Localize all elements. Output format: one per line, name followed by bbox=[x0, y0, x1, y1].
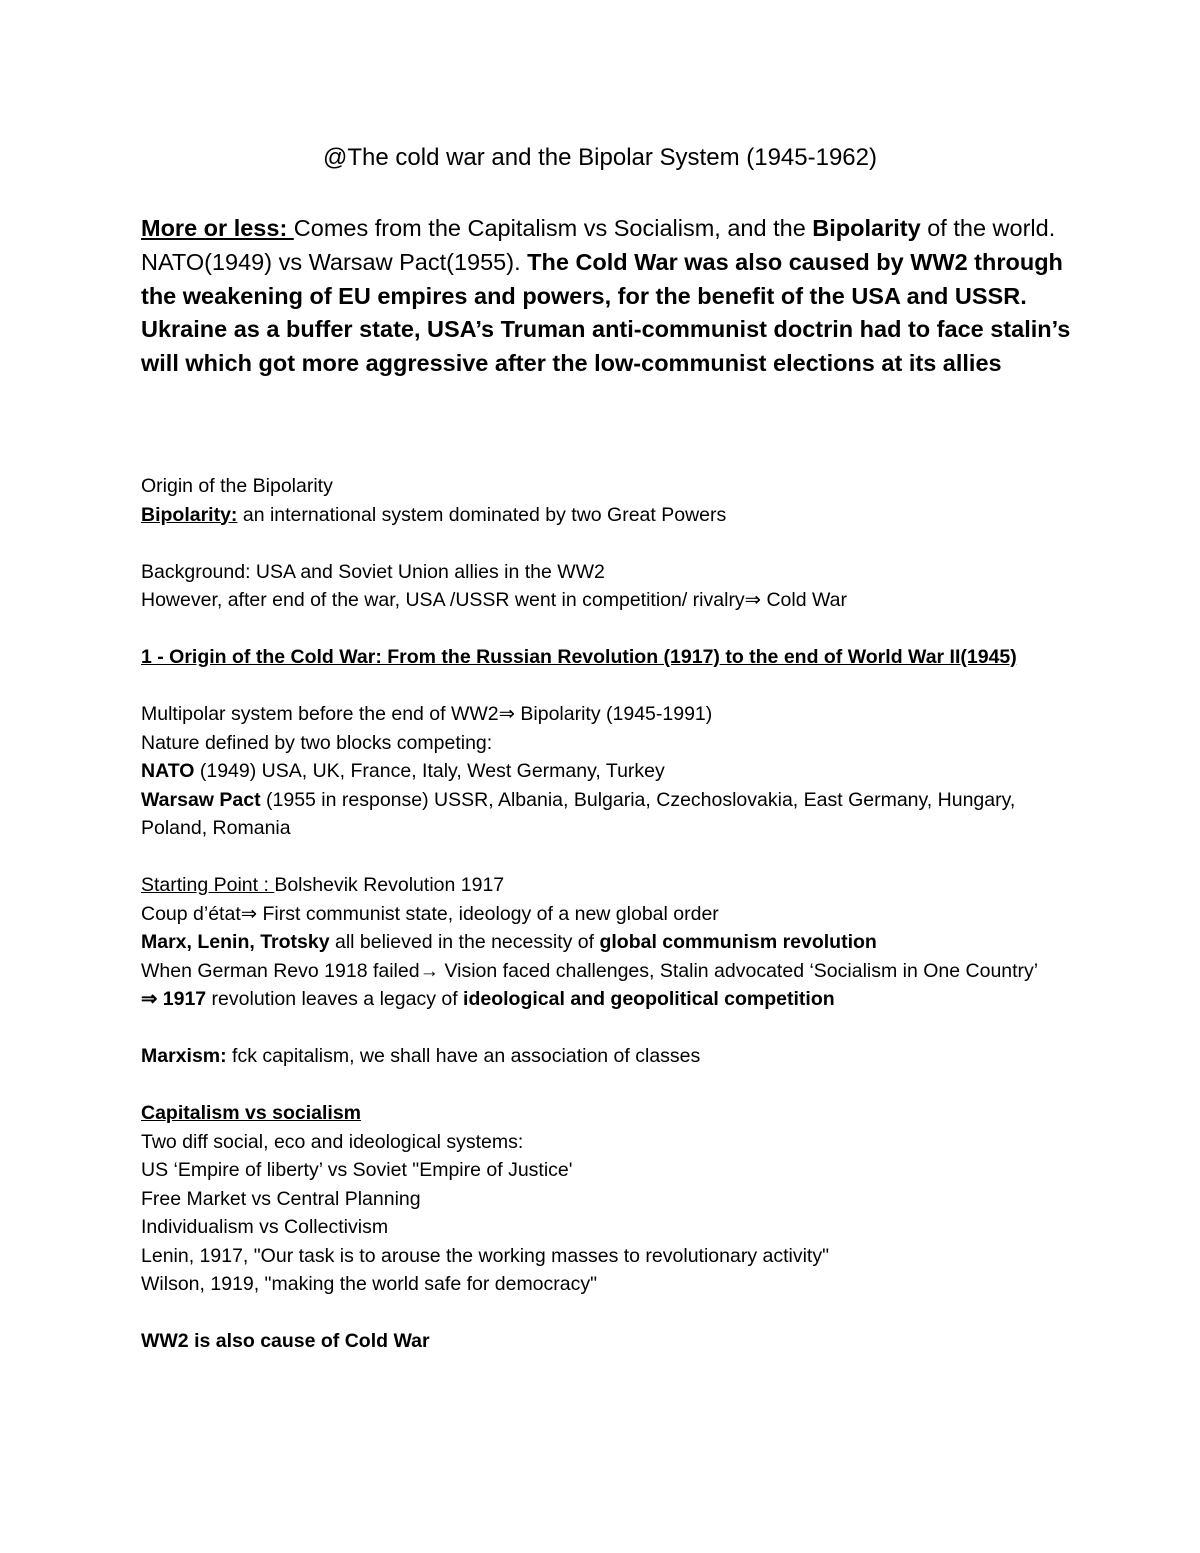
summary-part4: The Cold War was also caused by WW2 through the weakening of EU empires and powers, for the benefit of the USA and USSR. Ukraine as a buffer state, USA’s Truman anti-communist doctrin had to face stalin’s will which got more aggressive after the low-communist elections at its allies bbox=[141, 248, 1071, 377]
summary-bold-word: Bipolarity bbox=[812, 215, 921, 241]
nato-text: (1949) USA, UK, France, Italy, West Germany, Turkey bbox=[194, 760, 665, 782]
legacy-line bbox=[141, 985, 1061, 1014]
nature-line: Nature defined by two blocks competing: bbox=[141, 731, 493, 754]
origin-heading: Origin of the Bipolarity bbox=[141, 475, 333, 497]
capsoc-line: Two diff social, eco and ideological systems: bbox=[141, 1130, 524, 1153]
bipolarity-text: an international system dominated by two Great Powers bbox=[237, 503, 727, 526]
however-line: However, after end of the war, USA /USSR went in competition/ rivalry⇒ Cold War bbox=[141, 589, 847, 611]
marx-line bbox=[141, 928, 1061, 957]
capsoc-line: Individualism vs Collectivism bbox=[141, 1216, 389, 1238]
bipolarity-definition bbox=[141, 501, 1061, 530]
warsaw-line bbox=[141, 786, 1061, 843]
background-line: Background: USA and Soviet Union allies in the WW2 bbox=[141, 560, 605, 583]
capsoc-line: US ‘Empire of liberty’ vs Soviet "Empire of Justice' bbox=[141, 1159, 573, 1181]
marx-bold: global communism revolution bbox=[599, 931, 877, 953]
starting-point-label: Starting Point : bbox=[141, 874, 275, 896]
summary-lead: More or less: bbox=[141, 215, 294, 241]
bipolarity-term: Bipolarity: bbox=[141, 503, 238, 526]
summary-part3: world. NATO(1949) vs Warsaw Pact(1955). bbox=[141, 215, 1056, 275]
warsaw-text: (1955 in response) USSR, Albania, Bulgaria, Czechoslovakia, East Germany, Hungary, Poland, Romania bbox=[141, 788, 1016, 839]
summary-part1: Comes from the Capitalism vs Socialism, and the bbox=[293, 215, 813, 241]
german-revo-line: When German Revo 1918 failed→ Vision faced challenges, Stalin advocated ‘Socialism in One Country’ bbox=[141, 959, 1039, 982]
marxism-line bbox=[141, 1042, 1061, 1071]
nato-line bbox=[141, 757, 1061, 786]
legacy-text: revolution leaves a legacy of bbox=[206, 988, 464, 1010]
capsoc-line: Free Market vs Central Planning bbox=[141, 1187, 421, 1210]
marx-names: Marx, Lenin, Trotsky bbox=[141, 931, 330, 953]
capsoc-heading: Capitalism vs socialism bbox=[141, 1102, 362, 1124]
summary-part2: of the bbox=[920, 215, 987, 241]
capsoc-line: Lenin, 1917, "Our task is to arouse the working masses to revolutionary activity" bbox=[141, 1244, 830, 1267]
document-body bbox=[141, 472, 1061, 1356]
summary-paragraph bbox=[141, 212, 1071, 381]
marxism-term: Marxism: bbox=[141, 1045, 227, 1067]
marxism-text: fck capitalism, we shall have an association of classes bbox=[226, 1045, 701, 1067]
marx-text: all believed in the necessity of bbox=[329, 931, 600, 953]
capsoc-line: Wilson, 1919, "making the world safe for democracy" bbox=[141, 1273, 598, 1295]
ww2-heading: WW2 is also cause of Cold War bbox=[141, 1330, 430, 1352]
starting-point-text: Bolshevik Revolution 1917 bbox=[274, 874, 505, 896]
coup-line: Coup d’état⇒ First communist state, ideology of a new global order bbox=[141, 902, 719, 925]
section1-heading: 1 - Origin of the Cold War: From the Russian Revolution (1917) to the end of World War II(1945) bbox=[141, 646, 1017, 668]
nato-term: NATO bbox=[141, 760, 195, 782]
multipolar-line: Multipolar system before the end of WW2⇒ Bipolarity (1945-1991) bbox=[141, 703, 713, 725]
document-title: @The cold war and the Bipolar System (1945-1962) bbox=[323, 144, 877, 171]
starting-point-line bbox=[141, 871, 1061, 900]
legacy-arrow: ⇒ 1917 bbox=[141, 988, 207, 1010]
warsaw-term: Warsaw Pact bbox=[141, 788, 261, 811]
legacy-bold: ideological and geopolitical competition bbox=[463, 988, 835, 1010]
